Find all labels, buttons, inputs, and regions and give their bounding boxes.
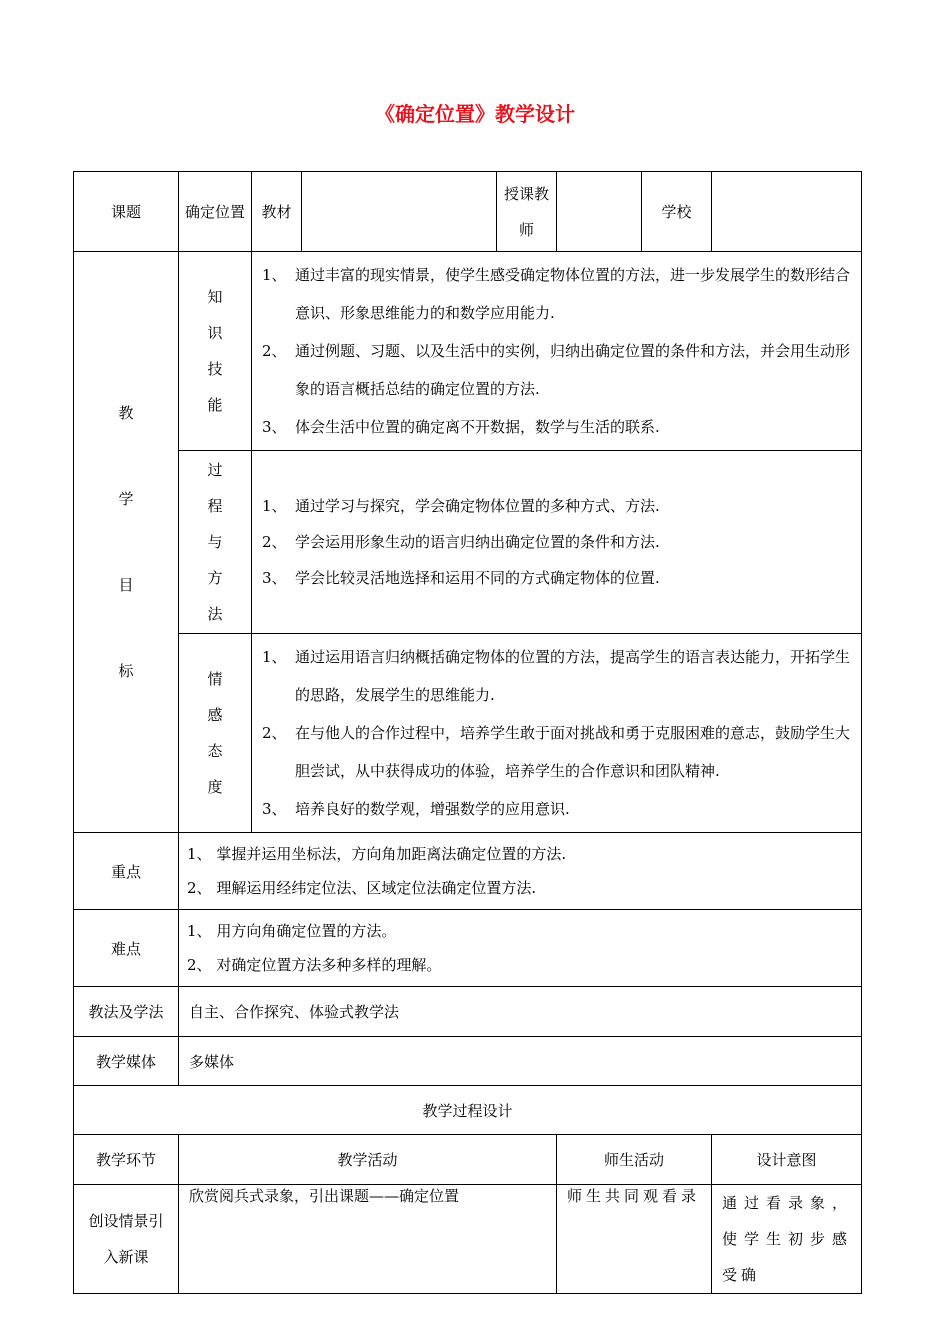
- knowledge-label-char: 技: [207, 360, 223, 378]
- knowledge-label: [179, 252, 252, 451]
- stage-cell: 创设情景引入新课: [74, 1185, 179, 1294]
- key-points-list: [179, 833, 862, 910]
- item-text: 体会生活中位置的确定离不开数据，数学与生活的联系.: [295, 418, 660, 436]
- list-item: [262, 332, 853, 408]
- emotion-label-char: 情: [207, 670, 223, 688]
- process-label-char: 程: [207, 497, 223, 515]
- item-text: 培养良好的数学观，增强数学的应用意识.: [295, 800, 570, 818]
- list-item: [187, 914, 853, 948]
- list-item: [187, 871, 853, 905]
- item-number: 2、: [262, 533, 287, 551]
- item-number: 2、: [262, 342, 287, 360]
- list-item: [187, 948, 853, 982]
- key-points-row: [74, 833, 862, 910]
- item-text: 通过运用语言归纳概括确定物体的位置的方法，提高学生的语言表达能力，开拓学生的思路，发展学生的思维能力.: [295, 648, 851, 704]
- objectives-label-char: 教: [118, 404, 134, 422]
- emotion-list: [252, 634, 862, 833]
- emotion-label-char: 感: [207, 706, 223, 724]
- list-item: [262, 790, 853, 828]
- media-value: 多媒体: [179, 1037, 862, 1086]
- objectives-label-char: 标: [118, 662, 134, 680]
- topic-label: 课题: [74, 172, 179, 252]
- process-label-char: 法: [207, 605, 223, 623]
- knowledge-label-char: 识: [207, 324, 223, 342]
- process-design-title-row: [74, 1086, 862, 1135]
- media-row: [74, 1037, 862, 1086]
- material-label: 教材: [252, 172, 302, 252]
- difficulties-row: [74, 910, 862, 987]
- list-item: [262, 524, 853, 560]
- school-label: 学校: [642, 172, 712, 252]
- teacher-value: [557, 172, 642, 252]
- lesson-plan-table: [73, 171, 862, 1294]
- item-number: 1、: [262, 648, 287, 666]
- item-number: 1、: [262, 266, 287, 284]
- item-text: 通过丰富的现实情景，使学生感受确定物体位置的方法，进一步发展学生的数形结合意识、形象思维能力的和数学应用能力.: [295, 266, 851, 322]
- methods-label: 教法及学法: [74, 987, 179, 1037]
- teacher-label-line2: 师: [518, 220, 534, 239]
- item-number: 1、: [262, 497, 287, 515]
- process-label-char: 过: [207, 461, 223, 479]
- item-text: 通过学习与探究，学会确定物体位置的多种方式、方法.: [295, 497, 660, 515]
- process-label: [179, 451, 252, 634]
- difficulties-label: 难点: [74, 910, 179, 987]
- item-text: 理解运用经纬定位法、区域定位法确定位置方法.: [216, 879, 537, 897]
- methods-row: [74, 987, 862, 1037]
- item-text: 掌握并运用坐标法，方向角加距离法确定位置的方法.: [216, 845, 567, 863]
- interaction-cell: 师生共同观看录: [557, 1185, 712, 1294]
- media-label: 教学媒体: [74, 1037, 179, 1086]
- document-title: 《确定位置》教学设计: [375, 102, 575, 126]
- material-value: [302, 172, 497, 252]
- teacher-label-line1: 授课教: [503, 184, 549, 203]
- objectives-label: [74, 252, 179, 833]
- item-number: 3、: [262, 418, 287, 436]
- item-text: 通过例题、习题、以及生活中的实例，归纳出确定位置的条件和方法，并会用生动形象的语言概括总结的确定位置的方法.: [295, 342, 851, 398]
- item-number: 1、: [187, 922, 212, 940]
- item-number: 2、: [187, 879, 212, 897]
- process-label-char: 与: [207, 533, 223, 551]
- methods-value: 自主、合作探究、体验式教学法: [179, 987, 862, 1037]
- key-points-label: 重点: [74, 833, 179, 910]
- emotion-label-char: 度: [207, 778, 223, 796]
- item-text: 学会运用形象生动的语言归纳出确定位置的条件和方法.: [295, 533, 660, 551]
- header-row: [74, 172, 862, 252]
- item-number: 3、: [262, 569, 287, 587]
- knowledge-label-char: 能: [207, 396, 223, 414]
- list-item: [262, 488, 853, 524]
- knowledge-list: [252, 252, 862, 451]
- item-text: 学会比较灵活地选择和运用不同的方式确定物体的位置.: [295, 569, 660, 587]
- topic-value: 确定位置: [179, 172, 252, 252]
- process-label-char: 方: [207, 569, 223, 587]
- objectives-label-char: 学: [118, 490, 134, 508]
- column-header: 设计意图: [712, 1135, 862, 1185]
- list-item: [262, 560, 853, 596]
- process-design-title: 教学过程设计: [74, 1086, 862, 1135]
- emotion-label-char: 态: [207, 742, 223, 760]
- list-item: [262, 408, 853, 446]
- difficulties-list: [179, 910, 862, 987]
- emotion-label: [179, 634, 252, 833]
- objectives-label-char: 目: [118, 576, 134, 594]
- column-header: 师生活动: [557, 1135, 712, 1185]
- list-item: [187, 837, 853, 871]
- objective-process-row: [74, 451, 862, 634]
- intent-cell: 通过看录象，使学生初步感受确: [712, 1185, 862, 1294]
- knowledge-label-char: 知: [207, 288, 223, 306]
- list-item: [262, 638, 853, 714]
- list-item: [262, 256, 853, 332]
- activity-cell: 欣赏阅兵式录象，引出课题——确定位置: [179, 1185, 557, 1294]
- item-number: 2、: [187, 956, 212, 974]
- item-number: 1、: [187, 845, 212, 863]
- column-header: 教学活动: [179, 1135, 557, 1185]
- list-item: [262, 714, 853, 790]
- teacher-label: [497, 172, 557, 252]
- process-design-header-row: [74, 1135, 862, 1185]
- school-value: [712, 172, 862, 252]
- item-text: 用方向角确定位置的方法。: [216, 922, 397, 940]
- item-number: 2、: [262, 724, 287, 742]
- objective-knowledge-row: [74, 252, 862, 451]
- table-row: [74, 1185, 862, 1294]
- item-text: 在与他人的合作过程中，培养学生敢于面对挑战和勇于克服困难的意志，鼓励学生大胆尝试，从中获得成功的体验，培养学生的合作意识和团队精神.: [295, 724, 851, 780]
- item-number: 3、: [262, 800, 287, 818]
- item-text: 对确定位置方法多种多样的理解。: [216, 956, 442, 974]
- process-list: [252, 451, 862, 634]
- column-header: 教学环节: [74, 1135, 179, 1185]
- objective-emotion-row: [74, 634, 862, 833]
